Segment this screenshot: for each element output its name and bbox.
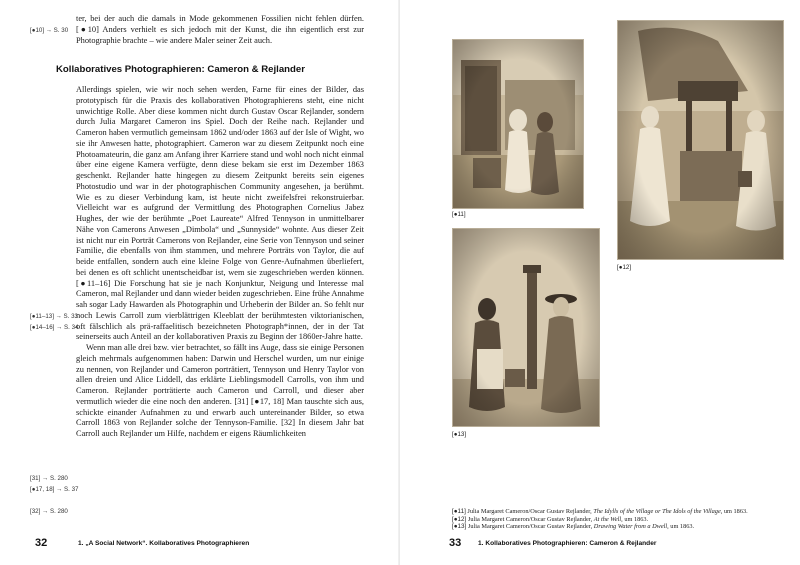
caption-fig13	[452, 523, 782, 531]
caption-fig13-date: um 1863.	[670, 523, 695, 531]
caption-fig13-title: Drawing Water from a Dwell,	[593, 523, 669, 531]
caption-fig11	[452, 508, 782, 516]
page-number-left: 32	[35, 537, 48, 549]
fig13-label: [●13]	[452, 431, 467, 438]
running-head-left: 1. „A Social Network“. Kollaboratives Photographieren	[78, 540, 250, 547]
photo-fig12[interactable]	[617, 20, 784, 260]
margin-ref-fig11-13[interactable]: [●11–13] → S. 33	[30, 313, 78, 320]
main-text	[76, 85, 364, 440]
caption-fig12-title: At the Well,	[593, 515, 623, 523]
margin-ref-fig17-18[interactable]: [●17, 18] → S. 37	[30, 486, 79, 493]
caption-fig13-authors: Julia Margaret Cameron/Oscar Gustav Rejlander,	[467, 523, 593, 531]
photo-fig13-image	[453, 229, 599, 426]
margin-ref-fig10[interactable]: [●10] → S. 30	[30, 27, 69, 34]
section-heading: Kollaboratives Photographieren: Cameron & Rejlander	[56, 64, 305, 75]
fig12-label: [●12]	[617, 264, 632, 271]
caption-fig11-authors: Julia Margaret Cameron/Oscar Gustav Rejlander,	[467, 508, 592, 515]
margin-ref-note31[interactable]: [31] → S. 280	[30, 475, 68, 482]
photo-fig12-image	[618, 21, 783, 259]
page-number-right: 33	[449, 537, 462, 549]
top-paragraph	[76, 14, 364, 46]
photo-fig13[interactable]	[452, 228, 600, 427]
caption-fig11-id: [●11]	[452, 508, 466, 515]
fig11-label: [●11]	[452, 211, 466, 218]
caption-fig12-id: [●12]	[452, 515, 467, 523]
caption-fig12-authors: Julia Margaret Cameron/Oscar Gustav Rejlander,	[467, 515, 593, 523]
top-paragraph-text: ter, bei der auch die damals in Mode gekommenen Fossilien nicht fehlen dürfen. [●10] Anders verhielt es sich jedoch mit der Kunst, die ihn eigentlich erst zur Photographie brachte – wie andere Maler seiner Zeit auch.	[76, 14, 364, 45]
margin-ref-note32[interactable]: [32] → S. 280	[30, 508, 68, 515]
right-page	[400, 0, 800, 565]
photo-fig11[interactable]	[452, 39, 584, 209]
paragraph-1: Allerdings spielen, wie wir noch sehen werden, Farne für eines der Bilder, das prototypisch für die Praxis des kollaborativen Photographierens steht, eine nicht unwichtige Rolle. Aber diese kommen nicht durch Gustav Oscar Rejlander, sondern durch Julia Margaret Cameron ins Spiel. Doch der Reihe nach. Rejlander und Cameron haben vermutlich gemeinsam 1862 und/oder 1863 auf der Isle of Wight, wo sie ihr Anwesen hatte, photographiert. Cameron war zu diesem Zeitpunkt noch eine Photoamateurin, die ganz am Anfang ihrer Karriere stand und wohl noch nicht einmal über eine eigene Kamera verfügte, denn diese bekam sie erst im Dezember 1863 geschenkt. Rejlander hatte hingegen zu diesem Zeitpunkt bereits sein eigenes Photostudio und war in der photographischen Community angesehen, ja berühmt. Wie es zu dieser Verbindung kam, ist heute nicht zweifelsfrei rekonstruierbar. Vielleicht war es aufgrund der Vermittlung des Photographen Cornelius Jabez Hughes, der wie der berühmte „Poet Laureate“ Alfred Tennyson in unmittelbarer Nähe von Camerons Anwesen „Dimbola“ und „Sunnyside“ wohnte. Aus dieser Zeit ist nicht nur ein Porträt Camerons von Rejlander, eine Serie von Tennyson und seiner Familie, die ebenfalls von ihm stammen, und mehrere Porträts von Taylor, die auf beide entfallen, sondern auch eine kleine Folge von Genre-Aufnahmen überliefert, bei denen es oft schlicht unentscheidbar ist, wem sie zugeschrieben werden können. [●11–16] Die Forschung hat sie je nach Konjunktur, Neigung und Interesse mal Cameron, mal Rejlander und dann wieder beiden zugeschrieben. Eine frühe Annahme sah sogar Lady Hawarden als Photographin und Urheberin der Bilder an. So fehlt nur noch Lewis Carroll zum vierblättrigen Kleeblatt der berühmtesten viktorianischen, oft fälschlich als prä-raffaelitisch bezeichneten Photograph*innen, der in der Tat seinerseits auch Anteil an der kollaborativen Praxis zu Beginn der 1860er-Jahre hatte.	[76, 85, 364, 342]
running-head-right: 1. Kollaboratives Photographieren: Cameron & Rejlander	[478, 540, 657, 547]
figure-captions	[452, 508, 782, 531]
caption-fig12-date: um 1863.	[624, 515, 649, 523]
caption-fig12	[452, 516, 782, 524]
paragraph-2: Wenn man alle drei bzw. vier betrachtet, so fällt ins Auge, dass sie einige Personen gleich mehrmals aufgenommen haben: Darwin und Herschel wurden, um nur einige zu nennen, von Rejlander und Cameron porträtiert, Tennyson und Henry Taylor von allen dreien und Alice Liddell, das erklärte Lieblingsmodell Carrolls, von ihm und Cameron. Rejlander porträtierte auch Cameron und Carroll, und dieser aber vermutlich wieder die eine noch den anderen. [31] [●17, 18] Man tauschte sich aus, schickte einander Aufnahmen zu und erwarb auch untereinander Bilder, so etwa Carroll 1863 von Rejlander solche der Tennyson-Familie. [32] In diesem Jahr bat Carroll auch Rejlander um Hilfe, nachdem er eigens Räumlichkeiten	[76, 343, 364, 438]
caption-fig11-title: The Idylls of the Village or The Idols of the Village,	[593, 508, 723, 515]
photo-fig11-image	[453, 40, 583, 208]
caption-fig13-id: [●13]	[452, 523, 467, 531]
caption-fig11-date: um 1863.	[723, 508, 748, 515]
margin-ref-fig14-16[interactable]: [●14–16] → S. 34	[30, 324, 79, 331]
